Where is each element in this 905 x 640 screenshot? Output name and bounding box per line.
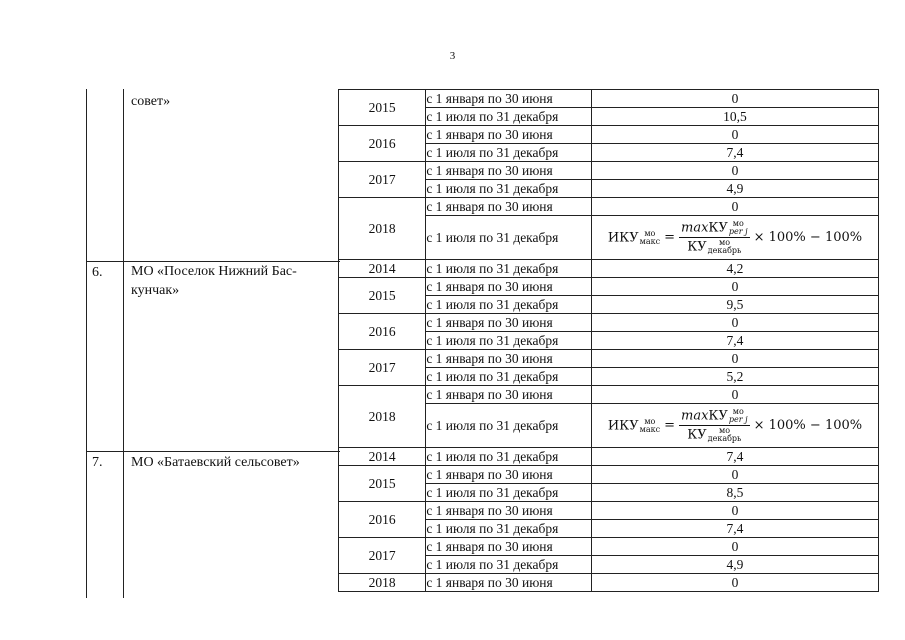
year-cell: 2017: [339, 162, 426, 198]
section-name: [131, 262, 331, 300]
period-cell: с 1 января по 30 июня: [426, 466, 592, 484]
section-number: 7.: [92, 455, 103, 470]
value-cell: 0: [591, 314, 878, 332]
table-row: [339, 90, 879, 108]
formula-lhs: ИКУ мо макс: [607, 228, 661, 246]
period-cell: с 1 января по 30 июня: [426, 538, 592, 556]
period-cell: с 1 января по 30 июня: [426, 198, 592, 216]
table-row: [339, 386, 879, 404]
table-row: [339, 538, 879, 556]
section-number: 6.: [92, 265, 103, 280]
value-cell: 0: [591, 162, 878, 180]
period-cell: с 1 июля по 31 декабря: [426, 448, 592, 466]
table-row: [339, 126, 879, 144]
period-cell: с 1 января по 30 июня: [426, 502, 592, 520]
period-cell: с 1 января по 30 июня: [426, 90, 592, 108]
year-cell: 2018: [339, 386, 426, 448]
formula: ИКУ мо макс = maxКУ мо per j КУ мо декабрь × 100% − 100%: [607, 407, 863, 443]
formula-tail: × 100% − 100%: [753, 417, 863, 433]
table-row: [339, 260, 879, 278]
year-cell: 2015: [339, 278, 426, 314]
formula-tail: × 100% − 100%: [753, 229, 863, 245]
formula-fraction: maxКУ мо per j КУ мо декабрь: [681, 219, 748, 255]
section-name: МО «Батаевский сельсовет»: [131, 455, 300, 470]
value-cell: 5,2: [591, 368, 878, 386]
value-cell: 7,4: [591, 332, 878, 350]
value-cell: 0: [591, 90, 878, 108]
table-row: [339, 350, 879, 368]
period-cell: с 1 января по 30 июня: [426, 386, 592, 404]
section-name-text: МО «Поселок Нижний Бас-кунчак»: [131, 264, 297, 298]
data-table: [338, 89, 879, 592]
value-cell: 7,4: [591, 520, 878, 538]
period-cell: с 1 июля по 31 декабря: [426, 332, 592, 350]
value-cell: 0: [591, 386, 878, 404]
period-cell: с 1 января по 30 июня: [426, 350, 592, 368]
formula-cell: [591, 404, 878, 448]
period-cell: с 1 июля по 31 декабря: [426, 296, 592, 314]
section-name: совет»: [131, 94, 171, 109]
value-cell: 0: [591, 278, 878, 296]
formula-lhs: ИКУ мо макс: [607, 416, 661, 434]
year-cell: 2017: [339, 350, 426, 386]
value-cell: 10,5: [591, 108, 878, 126]
table-row: [339, 162, 879, 180]
table-row: [339, 314, 879, 332]
period-cell: с 1 июля по 31 декабря: [426, 180, 592, 198]
year-cell: 2016: [339, 502, 426, 538]
value-cell: 7,4: [591, 448, 878, 466]
value-cell: 4,9: [591, 556, 878, 574]
value-cell: 4,9: [591, 180, 878, 198]
year-cell: 2018: [339, 574, 426, 592]
formula-fraction: maxКУ мо per j КУ мо декабрь: [681, 407, 748, 443]
period-cell: с 1 июля по 31 декабря: [426, 144, 592, 162]
value-cell: 8,5: [591, 484, 878, 502]
period-cell: с 1 января по 30 июня: [426, 574, 592, 592]
period-cell: с 1 января по 30 июня: [426, 278, 592, 296]
period-cell: с 1 января по 30 июня: [426, 126, 592, 144]
table-row: [339, 448, 879, 466]
formula-cell: [591, 216, 878, 260]
period-cell: с 1 января по 30 июня: [426, 314, 592, 332]
table-row: [339, 278, 879, 296]
year-cell: 2015: [339, 90, 426, 126]
value-cell: 7,4: [591, 144, 878, 162]
table-row: [339, 574, 879, 592]
value-cell: 9,5: [591, 296, 878, 314]
value-cell: 0: [591, 350, 878, 368]
period-cell: с 1 июля по 31 декабря: [426, 484, 592, 502]
table-row: [339, 466, 879, 484]
period-cell: с 1 июля по 31 декабря: [426, 108, 592, 126]
value-cell: 4,2: [591, 260, 878, 278]
value-cell: 0: [591, 538, 878, 556]
year-cell: 2016: [339, 126, 426, 162]
formula: ИКУ мо макс = maxКУ мо per j КУ мо декабрь × 100% − 100%: [607, 219, 863, 255]
number-column-divider: [123, 89, 124, 598]
value-cell: 0: [591, 574, 878, 592]
year-cell: 2017: [339, 538, 426, 574]
year-cell: 2014: [339, 260, 426, 278]
period-cell: с 1 июля по 31 декабря: [426, 520, 592, 538]
year-cell: 2016: [339, 314, 426, 350]
value-cell: 0: [591, 126, 878, 144]
value-cell: 0: [591, 466, 878, 484]
period-cell: с 1 июля по 31 декабря: [426, 260, 592, 278]
value-cell: 0: [591, 198, 878, 216]
period-cell: с 1 июля по 31 декабря: [426, 556, 592, 574]
table-left-border: [86, 89, 87, 598]
table-row: [339, 198, 879, 216]
year-cell: 2014: [339, 448, 426, 466]
period-cell: с 1 января по 30 июня: [426, 162, 592, 180]
table-row: [339, 502, 879, 520]
period-cell: с 1 июля по 31 декабря: [426, 368, 592, 386]
value-cell: 0: [591, 502, 878, 520]
page-number: 3: [449, 50, 456, 62]
year-cell: 2018: [339, 198, 426, 260]
period-cell: с 1 июля по 31 декабря: [426, 404, 592, 448]
period-cell: с 1 июля по 31 декабря: [426, 216, 592, 260]
section-divider: [86, 451, 340, 452]
year-cell: 2015: [339, 466, 426, 502]
